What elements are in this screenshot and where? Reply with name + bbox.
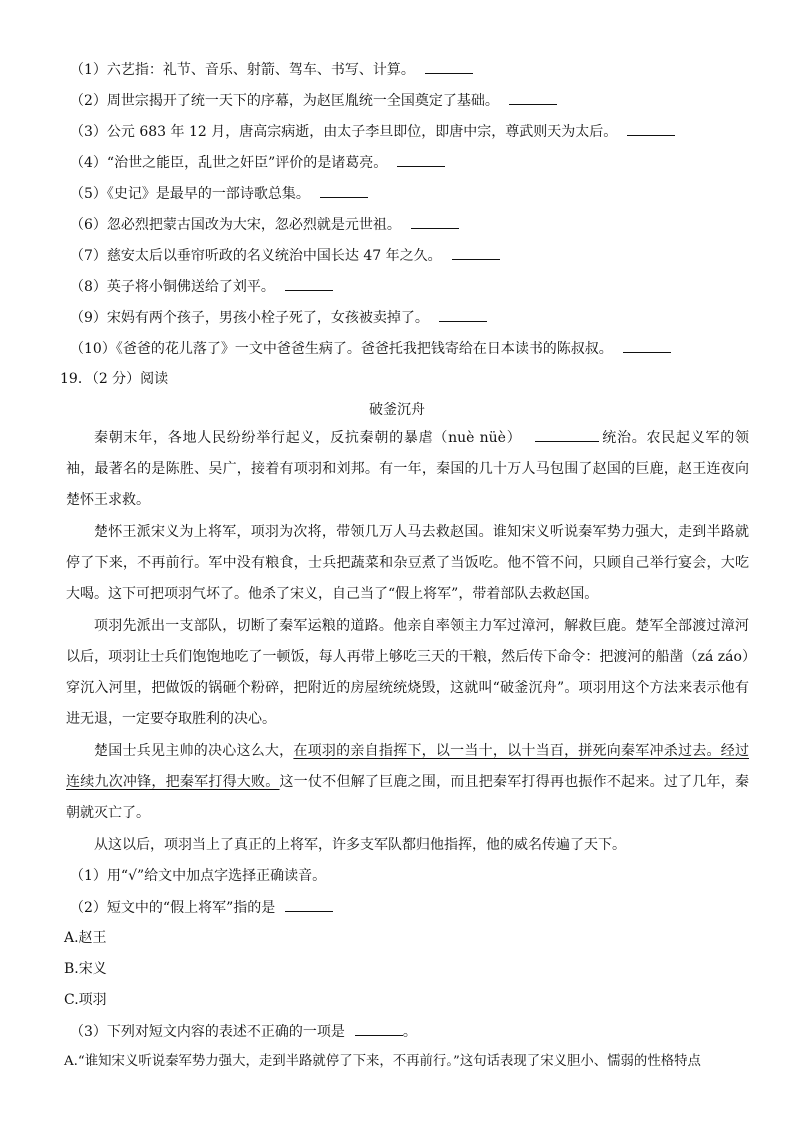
statement-text: （5）《史记》是最早的一部诗歌总集。	[70, 186, 310, 202]
answer-blank[interactable]	[439, 307, 487, 322]
statement-text: （2）周世宗揭开了统一天下的序幕，为赵匡胤统一全国奠定了基础。	[70, 93, 499, 109]
answer-blank[interactable]	[397, 152, 445, 167]
statement-text: （10）《爸爸的花儿落了》一文中爸爸生病了。爸爸托我把钱寄给在日本读书的陈叔叔。	[70, 341, 613, 357]
sub-question-3-option-a[interactable]: A.“谁知宋义听说秦军势力强大，走到半路就停了下来，不再前行。”这句话表现了宋义胆小、懦弱的性格特点	[64, 1054, 701, 1069]
option-b[interactable]: B.宋义	[64, 961, 107, 977]
underlined-sentence: 在项羽的亲自指挥下，以一当十，以十当百，拼死向秦军冲杀过去。经过连续九次冲锋，把秦军打得大败。	[66, 743, 749, 790]
answer-blank[interactable]	[285, 276, 333, 291]
answer-blank[interactable]	[425, 59, 473, 74]
sub-question-2	[70, 897, 333, 918]
statement-text: （6）忽必烈把蒙古国改为大宋，忽必烈就是元世祖。	[70, 217, 401, 233]
statement-text: （3）公元 683 年 12 月，唐高宗病逝，由太子李旦即位，即唐中宗，尊武则天为太后。	[70, 124, 618, 140]
answer-blank[interactable]	[535, 427, 599, 442]
answer-blank[interactable]	[285, 897, 333, 912]
statement-1	[70, 59, 473, 80]
answer-blank[interactable]	[355, 1021, 403, 1036]
passage-paragraph-2: 楚怀王派宋义为上将军，项羽为次将，带领几万人马去救赵国。谁知宋义听说秦军势力强大，走到半路就停了下来，不再前行。军中没有粮食，士兵把蔬菜和杂豆煮了当饭吃。他不管不问，只顾自己举行宴会，大吃大喝。这下可把项羽气坏了。他杀了宋义，自己当了“假上将军”，带着部队去救赵国。	[66, 524, 749, 602]
statement-7	[70, 245, 500, 266]
statement-4	[70, 152, 445, 173]
paragraph-text: 秦朝末年，各地人民纷纷举行起义，反抗秦朝的暴虐（nuè nüè）	[94, 430, 522, 446]
passage-paragraph-1	[66, 423, 749, 516]
statement-text: （8）英子将小铜佛送给了刘平。	[70, 279, 275, 295]
sub-question-1: （1）用“√”给文中加点字选择正确读音。	[70, 868, 327, 884]
statement-6	[70, 214, 459, 235]
statement-9	[70, 307, 487, 328]
passage-paragraph-5: 从这以后，项羽当上了真正的上将军，许多支军队都归他指挥，他的威名传遍了天下。	[94, 837, 626, 853]
sub-question-text: （3）下列对短文内容的表述不正确的一项是	[70, 1024, 345, 1040]
statement-text: （9）宋妈有两个孩子，男孩小栓子死了，女孩被卖掉了。	[70, 310, 429, 326]
passage-paragraph-3: 项羽先派出一支部队，切断了秦军运粮的道路。他亲自率领主力军过漳河，解救巨鹿。楚军全部渡过漳河以后，项羽让士兵们饱饱地吃了一顿饭，每人再带上够吃三天的干粮，然后传下命令：把渡河的船凿（zá záo）穿沉入河里，把做饭的锅砸个粉碎，把附近的房屋统统烧毁，这就叫“破釜沉舟”。项羽用这个方法来表示他有进无退，一定要夺取胜利的决心。	[66, 618, 749, 727]
paragraph-text: 统治。农民起义军的领袖，最著名的是陈胜、吴广，接着有项羽和刘邦。有一年，秦国的几十万人马包围了赵国的巨鹿，赵王连夜向楚怀王求救。	[66, 430, 749, 508]
answer-blank[interactable]	[509, 90, 557, 105]
answer-blank[interactable]	[320, 183, 368, 198]
statement-text: （1）六艺指：礼节、音乐、射箭、驾车、书写、计算。	[70, 62, 415, 78]
statement-2	[70, 90, 557, 111]
sub-question-text: （2）短文中的“假上将军”指的是	[70, 900, 276, 916]
punctuation: 。	[402, 1024, 417, 1040]
answer-blank[interactable]	[627, 121, 675, 136]
statement-5	[70, 183, 368, 204]
question-19-label: 19．（2 分）阅读	[60, 371, 169, 387]
sub-question-3	[70, 1021, 417, 1042]
statement-3	[70, 121, 675, 142]
option-c[interactable]: C.项羽	[64, 992, 107, 1008]
statement-text: （4）“治世之能臣，乱世之奸臣”评价的是诸葛亮。	[70, 155, 388, 171]
answer-blank[interactable]	[452, 245, 500, 260]
paragraph-text: 楚国士兵见主帅的决心这么大，	[94, 743, 294, 759]
answer-blank[interactable]	[623, 338, 671, 353]
statement-text: （7）慈安太后以垂帘听政的名义统治中国长达 47 年之久。	[70, 248, 442, 264]
passage-title: 破釜沉舟	[369, 402, 425, 418]
statement-8	[70, 276, 333, 297]
paragraph-text: 这一仗不但解了巨鹿之围，而且把秦军打得再也振作不起来。过了几年，秦朝就灭亡了。	[66, 774, 750, 821]
passage-paragraph-4	[66, 736, 749, 829]
statement-10	[70, 338, 671, 359]
answer-blank[interactable]	[411, 214, 459, 229]
option-a[interactable]: A.赵王	[64, 930, 107, 946]
